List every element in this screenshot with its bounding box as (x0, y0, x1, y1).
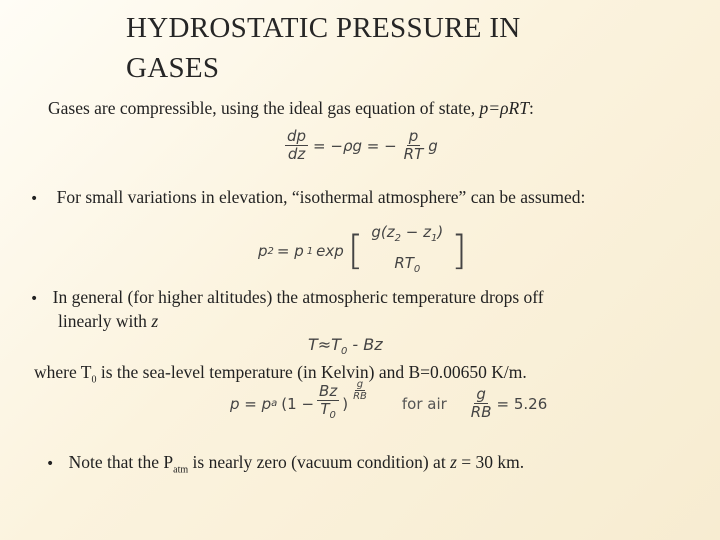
bullet-dot-icon: • (46, 456, 55, 472)
equation-dp-dz: $\frac{dp}{dz}$ = −ρg = − $\frac{p}{RT}$ g (287, 127, 438, 163)
bullet-dot-icon: • (30, 191, 39, 207)
bullet-altitude-line-2: linearly with z (58, 311, 159, 331)
bullet-isothermal: • For small variations in elevation, “isothermal atmosphere” can be assumed: (30, 187, 586, 207)
fraction-dp-dz: $\frac{dp}{dz}$ (287, 127, 307, 163)
equation-temperature-lapse: $T\approx T_0 - Bz$ (308, 335, 383, 358)
bullet-altitude: • In general (for higher altitudes) the atmospheric temperature drops off linearly with z (30, 286, 715, 332)
right-bracket: ] (451, 228, 467, 274)
where-line: where $T_0$ is the sea-level temperature (in Kelvin) and B=0.00650 K/m. (34, 362, 527, 386)
equation-pressure-altitude: p = p a (1 − $\frac{Bz}{T_0}$ ) $\frac{g}{RB}$ for air $\frac{g}{RB}$ = 5.26 (230, 383, 547, 424)
fraction-p-rt: $\frac{p}{RT}$ (403, 127, 424, 163)
title-line-1: HYDROSTATIC PRESSURE IN (126, 12, 521, 44)
fraction-g-rb: $\frac{g}{RB}$ (470, 385, 492, 421)
left-bracket: [ (347, 228, 364, 274)
bullet-vacuum-note: • Note that the $P_{atm}$ is nearly zero (vacuum condition) at z = 30 km. (46, 452, 525, 476)
bullet-text: Gases are compressible, using the ideal gas equation of state, p=ρRT: (48, 98, 534, 118)
equation-isothermal: p 2 = p 1 exp [ $g(z_2 - z_1)$ $RT_0$ ] (258, 224, 467, 278)
fraction-exponent: $g(z_2 - z_1)$ $RT_0$ (371, 223, 444, 275)
title-line-2: GASES (126, 52, 220, 84)
slide-title (126, 8, 646, 88)
fraction-bz-t0: $\frac{Bz}{T_0}$ (319, 382, 338, 421)
exponent-g-rb: $\frac{g}{RB}$ (353, 379, 367, 402)
bullet-dot-icon: • (30, 291, 39, 307)
bullet-compressible (30, 97, 710, 122)
